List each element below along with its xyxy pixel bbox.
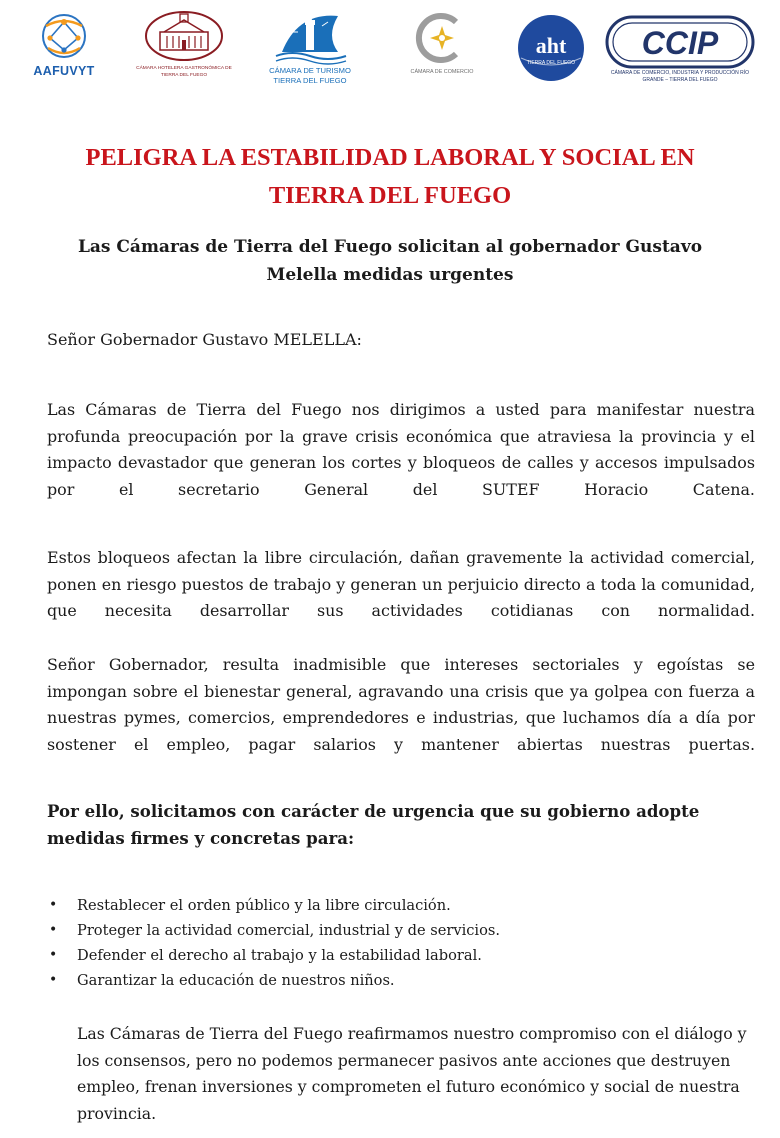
salutation: Señor Gobernador Gustavo MELELLA: bbox=[47, 330, 362, 349]
list-item: • Restablecer el orden público y la libre circulación. bbox=[47, 893, 747, 918]
list-item: • Defender el derecho al trabajo y la estabilidad laboral. bbox=[47, 943, 747, 968]
paragraph-2: Estos bloqueos afectan la libre circulación, dañan gravemente la actividad comercial, ponen en riesgo puestos de trabajo y generan un perjuicio directo a toda la comunidad, que necesita desarrollar sus actividades cotidianas con normalidad. bbox=[47, 548, 755, 620]
list-item: • Proteger la actividad comercial, industrial y de servicios. bbox=[47, 918, 747, 943]
document-title: PELIGRA LA ESTABILIDAD LABORAL Y SOCIAL EN TIERRA DEL FUEGO bbox=[85, 144, 695, 209]
camara-hotelera-caption: CÁMARA HOTELERA GASTRONÓMICA DE TIERRA DEL FUEGO bbox=[136, 66, 232, 78]
list-item: • Garantizar la educación de nuestros niños. bbox=[47, 968, 747, 993]
aafuvyt-emblem-icon bbox=[20, 8, 108, 64]
aht-subcaption: TIERRA DEL FUEGO bbox=[526, 60, 576, 66]
document-subtitle: Las Cámaras de Tierra del Fuego solicitan al gobernador Gustavo Melella medidas urgentes bbox=[77, 237, 703, 285]
ccip-caption: CÁMARA DE COMERCIO, INDUSTRIA Y PRODUCCIÓN RÍO GRANDE – TIERRA DEL FUEGO bbox=[610, 70, 750, 83]
logo-bar bbox=[0, 0, 780, 100]
ccip-wordmark-icon bbox=[605, 15, 755, 69]
star-emblem-icon bbox=[392, 10, 492, 66]
aht-logo bbox=[515, 14, 587, 82]
aafuvyt-logo bbox=[20, 8, 108, 88]
demands-list bbox=[47, 893, 747, 993]
request-statement: Por ello, solicitamos con carácter de urgencia que su gobierno adopte medidas firmes y concretas para: bbox=[47, 801, 700, 848]
aht-wordmark: aht bbox=[535, 33, 567, 58]
svg-text:CCIP: CCIP bbox=[641, 25, 719, 61]
ccip-logo bbox=[605, 15, 755, 93]
camara-comercio-logo bbox=[392, 10, 492, 94]
building-emblem-icon bbox=[138, 10, 230, 64]
aafuvyt-caption: AAFUVYT bbox=[33, 64, 95, 78]
closing-paragraph: Las Cámaras de Tierra del Fuego reafirmamos nuestro compromiso con el diálogo y los consensos, pero no podemos permanecer pasivos ante acciones que destruyen empleo, frenan inversiones y comprometen el futuro económico y social de nuestra provincia. bbox=[77, 1024, 747, 1123]
camara-turismo-caption: CÁMARA DE TURISMO TIERRA DEL FUEGO bbox=[269, 66, 351, 85]
camara-turismo-logo bbox=[268, 6, 352, 90]
lighthouse-emblem-icon bbox=[268, 6, 352, 66]
aht-emblem-icon bbox=[515, 14, 587, 82]
paragraph-1: Las Cámaras de Tierra del Fuego nos dirigimos a usted para manifestar nuestra profunda preocupación por la grave crisis económica que atraviesa la provincia y el impacto devastador que generan los cortes y bloqueos de calles y accesos impulsados por el secretario General del SUTEF Horacio Catena. bbox=[47, 400, 755, 499]
paragraph-3: Señor Gobernador, resulta inadmisible que intereses sectoriales y egoístas se impongan sobre el bienestar general, agravando una crisis que ya golpea con fuerza a nuestras pymes, comercios, emprendedores e industrias, que luchamos día a día por sostener el empleo, pagar salarios y mantener abiertas nuestras puertas. bbox=[47, 655, 755, 754]
camara-comercio-caption: CÁMARA DE COMERCIO bbox=[410, 69, 474, 75]
camara-hotelera-logo bbox=[138, 10, 230, 90]
